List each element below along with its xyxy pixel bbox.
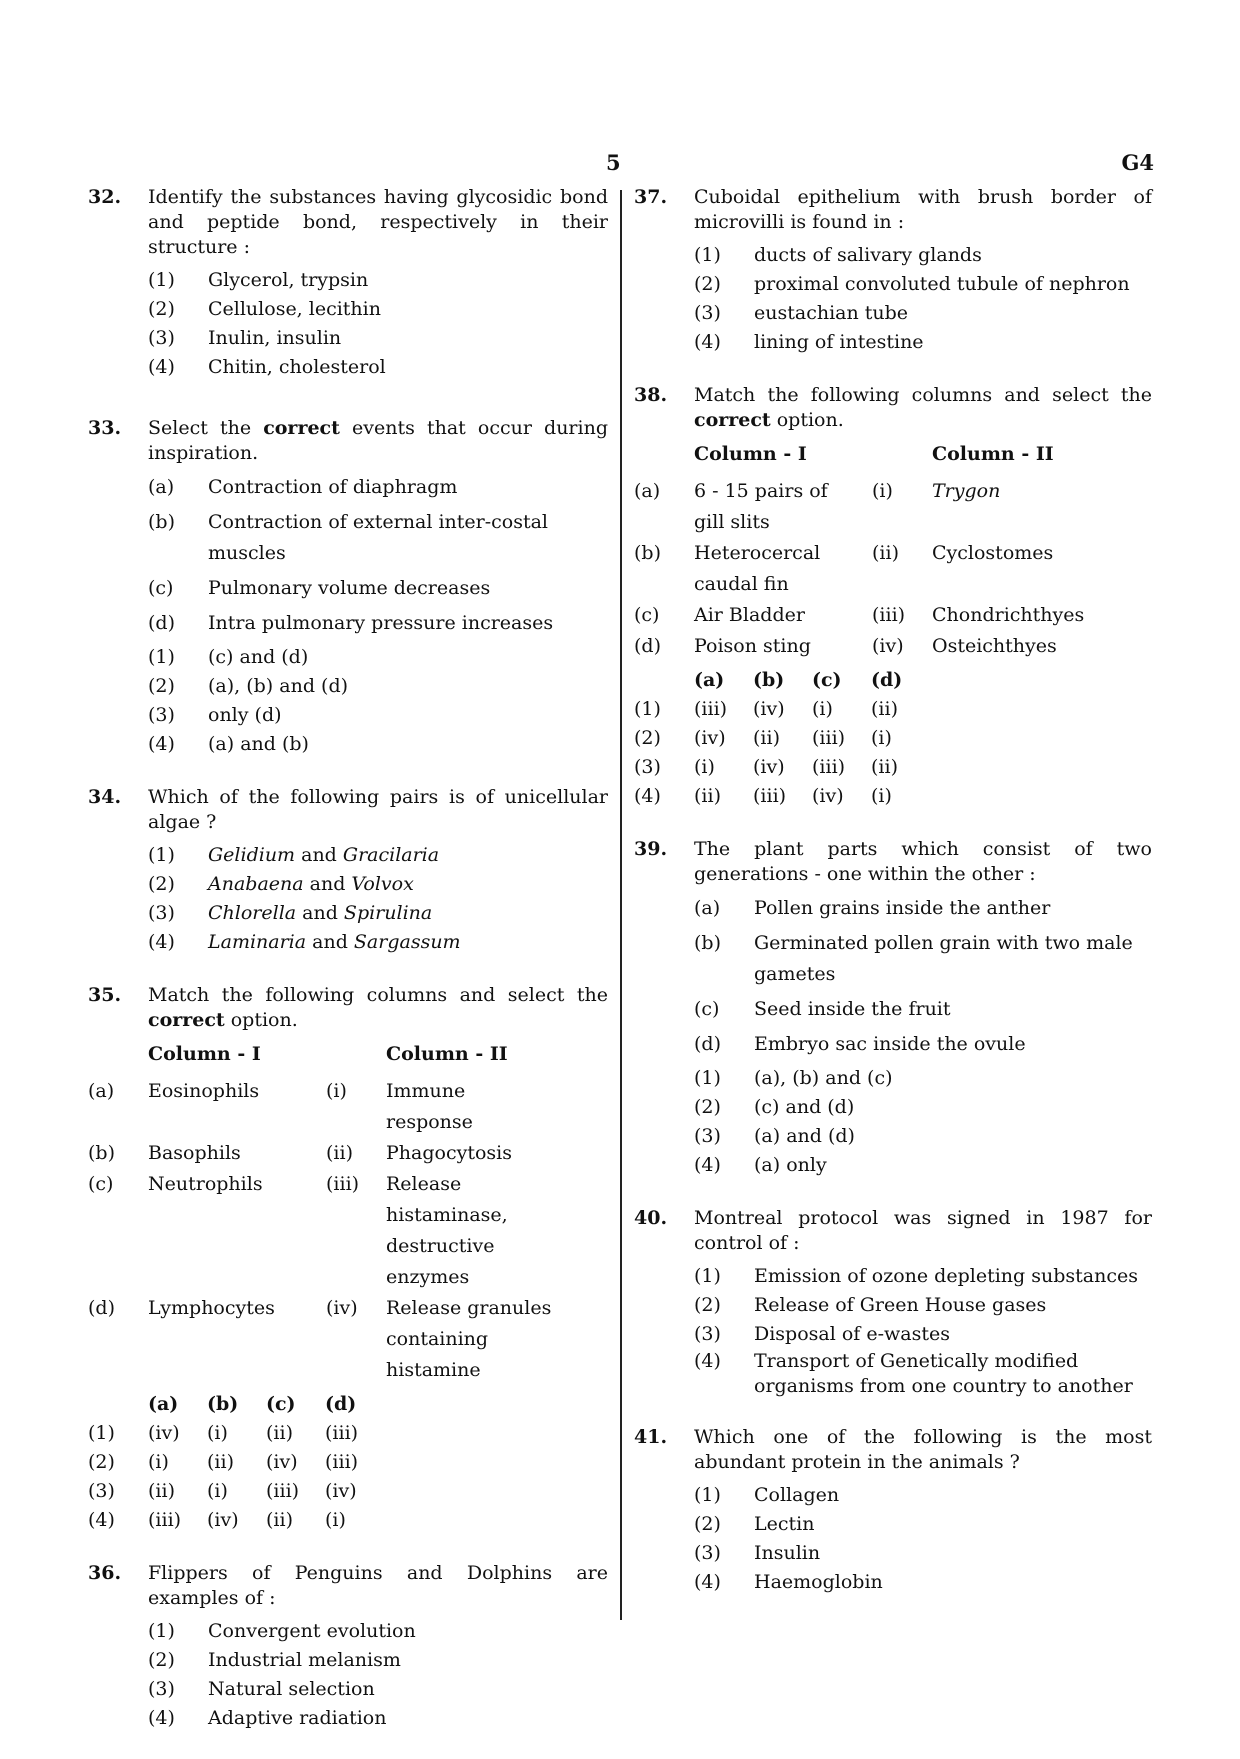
answer-option[interactable] [88,1419,358,1448]
option[interactable] [694,328,1152,357]
option-label: (3) [88,1480,115,1502]
conjunction: and [306,931,354,953]
stem-text: Select the [148,417,264,439]
statement [148,472,608,503]
statement-text: Embryo sac inside the ovule [754,1033,1026,1055]
option-label: (1) [694,1484,721,1506]
option[interactable] [148,643,608,672]
answer-cell: (iii) [753,785,787,807]
answer-cell: (iv) [694,727,726,749]
answer-cell: (ii) [266,1509,293,1531]
statement [148,608,608,639]
statement-text: Contraction of diaphragm [208,476,458,498]
statement [148,507,608,569]
option[interactable] [148,1704,608,1733]
statement-text: Pollen grains inside the anther [754,897,1051,919]
question-number: 39. [634,838,668,860]
question-37 [634,185,1152,357]
row-roman: (iii) [872,604,906,626]
statement [694,893,1152,924]
option-label: (4) [694,1350,721,1372]
genus-name: Anabaena [208,873,304,895]
statement-text: Contraction of external inter-costal muscles [208,511,549,564]
question-38 [634,383,1159,811]
question-32 [88,185,608,382]
option-text: Chitin, cholesterol [208,356,386,378]
question-stem: The plant parts which consist of two generations - one within the other : [694,838,1152,885]
column-1-cell: Basophils [148,1142,241,1164]
statement-text: Germinated pollen grain with two male gametes [754,932,1133,985]
answer-table [634,666,902,811]
answer-option[interactable] [88,1448,358,1477]
option-text [208,928,608,957]
answer-header: (b) [753,669,785,691]
option-label: (2) [634,727,661,749]
genus-name: Spirulina [343,902,433,924]
stem-text: option. [224,1009,298,1031]
option-label: (2) [694,1096,721,1118]
option-text: (a) only [754,1154,827,1176]
option-label: (3) [148,902,175,924]
column-1-cell: Air Bladder [694,604,805,626]
question-stem: Montreal protocol was signed in 1987 for control of : [694,1207,1152,1254]
option[interactable] [148,899,608,928]
question-number: 41. [634,1426,668,1448]
question-stem: Cuboidal epithelium with brush border of microvilli is found in : [694,186,1152,233]
option-label: (4) [694,1154,721,1176]
option[interactable] [148,1646,608,1675]
option-label: (4) [148,931,175,953]
option-label: (3) [694,302,721,324]
answer-cell: (ii) [871,698,898,720]
column-1-cell: 6 - 15 pairs of gill slits [694,480,828,533]
option-text: Natural selection [208,1678,375,1700]
option-text: (a), (b) and (d) [208,675,349,697]
answer-cell: (ii) [753,727,780,749]
option-text: proximal convoluted tubule of nephron [754,273,1130,295]
option-label: (2) [148,298,175,320]
option[interactable] [694,1510,1152,1539]
answer-cell: (iv) [325,1480,357,1502]
option[interactable] [694,1064,1152,1093]
question-stem: Identify the substances having glycosidic bond and peptide bond, respectively in their structure : [148,186,608,258]
column-1-cell: Heterocercal caudal fin [694,542,821,595]
stem-emphasis: correct [694,409,771,431]
column-divider [620,190,622,1620]
stem-emphasis: correct [263,417,340,439]
option-text: (c) and (d) [208,646,309,668]
question-39 [634,837,1152,1180]
match-row [88,1169,556,1293]
answer-cell: (ii) [148,1480,175,1502]
question-stem [694,383,1159,433]
row-roman: (ii) [872,542,899,564]
question-number: 34. [88,786,122,808]
answer-cell: (ii) [266,1422,293,1444]
answer-cell: (i) [207,1422,228,1444]
column-2-header: Column - II [386,1043,508,1065]
option-label: (2) [694,1513,721,1535]
statement [694,1029,1152,1060]
question-stem: Flippers of Penguins and Dolphins are examples of : [148,1562,608,1609]
match-row [634,631,1102,662]
answer-cell: (i) [871,727,892,749]
question-stem [148,416,615,466]
option-text [208,841,608,870]
page-number: 5 [606,150,621,175]
answer-cell: (ii) [871,756,898,778]
option[interactable] [694,1093,1152,1122]
option-label: (2) [88,1451,115,1473]
option-label: (4) [148,356,175,378]
option-text: eustachian tube [754,302,909,324]
option-text: (a), (b) and (c) [754,1067,893,1089]
option-label: (2) [148,873,175,895]
option-label: (1) [694,1067,721,1089]
answer-cell: (iv) [753,698,785,720]
answer-table [88,1390,358,1535]
row-roman: (iii) [326,1173,360,1195]
answer-cell: (iv) [266,1451,298,1473]
row-label: (d) [634,635,661,657]
question-number: 38. [634,384,668,406]
option-text: Adaptive radiation [208,1707,387,1729]
option-label: (2) [694,1294,721,1316]
question-36 [88,1561,608,1733]
answer-cell: (i) [694,756,715,778]
answer-cell: (iv) [753,756,785,778]
option-label: (1) [634,698,661,720]
option-label: (4) [148,1707,175,1729]
statement-label: (b) [694,932,721,954]
statement [694,994,1152,1025]
option[interactable] [148,1617,608,1646]
option-label: (3) [694,1323,721,1345]
column-2-cell: Cyclostomes [932,542,1054,564]
option[interactable] [694,1122,1152,1151]
question-number: 32. [88,186,122,208]
answer-cell: (iii) [812,756,846,778]
answer-header: (a) [694,669,725,691]
option[interactable] [694,1151,1152,1180]
option-label: (3) [694,1125,721,1147]
question-40 [634,1206,1152,1399]
conjunction: and [296,902,344,924]
answer-cell: (iii) [266,1480,300,1502]
conjunction: and [295,844,343,866]
option[interactable] [148,701,608,730]
option-text [208,899,608,928]
option[interactable] [694,1568,1152,1597]
option-label: (3) [148,327,175,349]
stem-text: option. [770,409,844,431]
match-row [88,1293,556,1386]
option-text: only (d) [208,704,282,726]
option-label: (1) [148,646,175,668]
option[interactable] [148,730,608,759]
answer-cell: (iii) [812,727,846,749]
question-number: 40. [634,1207,668,1229]
option[interactable] [148,266,608,295]
answer-option[interactable] [634,753,902,782]
stem-text: Match the following columns and select the [148,984,615,1006]
option-text: Cellulose, lecithin [208,298,381,320]
option-text: (a) and (d) [754,1125,855,1147]
option-label: (1) [148,1620,175,1642]
answer-cell: (iii) [325,1422,359,1444]
statement-label: (a) [148,476,175,498]
genus-name: Chlorella [208,902,297,924]
question-stem: Which of the following pairs is of unicellular algae ? [148,786,608,833]
question-number: 33. [88,417,122,439]
answer-cell: (iii) [694,698,728,720]
column-2-cell: Phagocytosis [386,1142,512,1164]
match-row [88,1076,556,1138]
option-label: (4) [148,733,175,755]
answer-option[interactable] [88,1477,358,1506]
answer-option[interactable] [634,724,902,753]
row-roman: (ii) [326,1142,353,1164]
column-1-cell: Poison sting [694,635,811,657]
row-label: (a) [88,1080,115,1102]
option-text: Insulin [754,1542,821,1564]
statement [694,928,1152,990]
match-table [88,1039,556,1386]
match-row [634,600,1102,631]
option[interactable] [148,324,608,353]
question-34 [88,785,608,957]
row-label: (c) [634,604,660,626]
option-label: (3) [148,704,175,726]
option-label: (3) [148,1678,175,1700]
option-label: (4) [694,331,721,353]
option-text: Convergent evolution [208,1620,416,1642]
row-roman: (i) [872,480,893,502]
option-text: Industrial melanism [208,1649,401,1671]
answer-header: (c) [266,1393,296,1415]
match-row [634,476,1102,538]
question-number: 37. [634,186,668,208]
column-1-cell: Lymphocytes [148,1297,275,1319]
option[interactable] [694,1481,1152,1510]
row-label: (b) [88,1142,115,1164]
answer-header: (b) [207,1393,239,1415]
option-label: (1) [88,1422,115,1444]
statement-text: Intra pulmonary pressure increases [208,612,554,634]
column-2-cell: Immune response [386,1080,473,1133]
question-stem [148,983,615,1033]
option-label: (3) [634,756,661,778]
column-2-header: Column - II [932,443,1054,465]
row-label: (a) [634,480,661,502]
option[interactable] [694,1539,1152,1568]
row-label: (d) [88,1297,115,1319]
option-text: Transport of Genetically modified organisms from one country to another [754,1350,1133,1397]
question-stem: Which one of the following is the most abundant protein in the animals ? [694,1426,1152,1473]
column-1-cell: Eosinophils [148,1080,260,1102]
left-column [88,185,615,1759]
statement [148,573,608,604]
match-row [634,538,1102,600]
option-text: Release of Green House gases [754,1294,1047,1316]
option-text: lining of intestine [754,331,924,353]
question-41 [634,1425,1152,1597]
column-2-cell: Release histaminase, destructive enzymes [386,1173,508,1288]
option-label: (2) [694,273,721,295]
genus-name: Gracilaria [342,844,440,866]
statement-label: (d) [694,1033,721,1055]
row-roman: (i) [326,1080,347,1102]
option-label: (2) [148,675,175,697]
answer-option[interactable] [634,695,902,724]
answer-cell: (iv) [812,785,844,807]
question-number: 36. [88,1562,122,1584]
answer-cell: (i) [812,698,833,720]
option[interactable] [148,672,608,701]
option[interactable] [694,241,1152,270]
statement-text: Pulmonary volume decreases [208,577,491,599]
column-2-cell: Osteichthyes [932,635,1057,657]
option[interactable] [148,353,608,382]
column-2-cell: Chondrichthyes [932,604,1085,626]
conjunction: and [303,873,352,895]
answer-header: (d) [871,669,903,691]
row-label: (b) [634,542,661,564]
row-roman: (iv) [872,635,904,657]
answer-cell: (ii) [694,785,721,807]
booklet-code: G4 [1121,150,1154,175]
option-label: (1) [148,269,175,291]
option-label: (4) [634,785,661,807]
answer-option[interactable] [88,1506,358,1535]
option-label: (1) [694,244,721,266]
answer-header: (d) [325,1393,357,1415]
option-text: Inulin, insulin [208,327,342,349]
option-text: ducts of salivary glands [754,244,982,266]
answer-cell: (iv) [148,1422,180,1444]
answer-cell: (iii) [148,1509,182,1531]
statement-label: (a) [694,897,721,919]
option[interactable] [694,1320,1152,1349]
column-1-header: Column - I [148,1043,261,1065]
answer-cell: (i) [148,1451,169,1473]
option[interactable] [148,928,608,957]
option-text [208,870,608,899]
option[interactable] [694,1291,1152,1320]
statement-label: (d) [148,612,175,634]
answer-option[interactable] [634,782,902,811]
option-text: Haemoglobin [754,1571,883,1593]
answer-header: (a) [148,1393,179,1415]
answer-cell: (i) [871,785,892,807]
option-label: (4) [694,1571,721,1593]
question-33 [88,416,615,759]
option-label: (3) [694,1542,721,1564]
question-number: 35. [88,984,122,1006]
option[interactable] [694,1349,1152,1399]
answer-cell: (i) [325,1509,346,1531]
option[interactable] [148,841,608,870]
right-column [634,185,1159,1623]
statement-label: (c) [694,998,720,1020]
option-text: (c) and (d) [754,1096,855,1118]
column-1-header: Column - I [694,443,807,465]
question-35 [88,983,615,1535]
option-label: (1) [694,1265,721,1287]
genus-name: Laminaria [208,931,307,953]
stem-emphasis: correct [148,1009,225,1031]
option-text: Collagen [754,1484,840,1506]
option-text: (a) and (b) [208,733,309,755]
option-text: Lectin [754,1513,815,1535]
row-label: (c) [88,1173,114,1195]
option-label: (1) [148,844,175,866]
option[interactable] [148,870,608,899]
statement-label: (b) [148,511,175,533]
answer-header: (c) [812,669,842,691]
option-text: Disposal of e-wastes [754,1323,951,1345]
statement-text: Seed inside the fruit [754,998,951,1020]
column-2-cell: Release granules containing histamine [386,1297,552,1381]
option[interactable] [148,1675,608,1704]
genus-name: Volvox [351,873,414,895]
answer-cell: (i) [207,1480,228,1502]
statement-label: (c) [148,577,174,599]
stem-text: Match the following columns and select the [694,384,1159,406]
match-row [88,1138,556,1169]
option-text: Glycerol, trypsin [208,269,369,291]
option[interactable] [148,295,608,324]
column-2-cell: Trygon [932,480,1001,502]
answer-cell: (ii) [207,1451,234,1473]
stem-text: events that occur during inspiration. [148,417,615,464]
option-text: Emission of ozone depleting substances [754,1265,1138,1287]
match-table [634,439,1102,662]
genus-name: Gelidium [208,844,296,866]
genus-name: Sargassum [353,931,461,953]
option[interactable] [694,270,1152,299]
answer-cell: (iv) [207,1509,239,1531]
option-label: (4) [88,1509,115,1531]
row-roman: (iv) [326,1297,358,1319]
option[interactable] [694,1262,1152,1291]
column-1-cell: Neutrophils [148,1173,263,1195]
option[interactable] [694,299,1152,328]
answer-cell: (iii) [325,1451,359,1473]
option-label: (2) [148,1649,175,1671]
